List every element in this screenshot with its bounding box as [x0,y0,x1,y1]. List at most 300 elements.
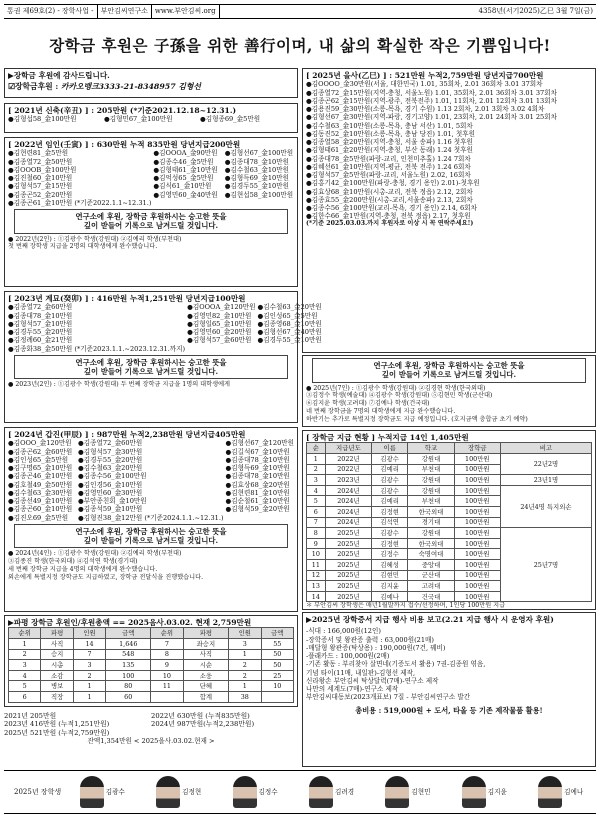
table-cell: 강원대 [408,454,454,465]
table-cell: 건국대 [408,591,454,602]
table-cell: 좌승지 [183,639,228,650]
table-cell: 100만원 [454,475,500,486]
table-header: 이름 [372,443,408,454]
person-photo-icon [80,776,104,808]
donor-entry: ●김수철63_金30만원 [8,488,73,497]
table-cell: 승지 [41,649,73,660]
table-cell: 2025년 [325,581,371,592]
person-photo-icon [462,776,486,808]
table-cell: 김예나 [372,591,408,602]
table-cell: 22년2명 [500,454,591,475]
account-line [8,82,294,92]
table-header: 금액 [106,628,151,639]
section-2021 [4,103,298,133]
table-cell: 2025년 [325,528,371,539]
donor-entry: ●김종수56_金100만원(교리-목욕, 경기 용인) 2.14, 6회차 [306,204,477,212]
donor-entry: ●김종대78_金5만원(파랑-교리, 인천미추홀) 1.24 7회차 [306,154,471,163]
table-cell: 2025년 [325,560,371,571]
donor-entry: ●김인성65_金5만원 [257,311,318,320]
donor-entry: ●김형득69_金10만원 [224,174,289,183]
recipients-2025-a: ● 2025년(7인) : ①김광수 학생(강원대) ②김경현 학생(한국외대) [306,384,486,392]
table-cell: 사직 [183,649,228,660]
donor-entry: ●김수철63_金20만원 [257,303,322,312]
section-2025-title: [ 2025년 을사(乙巳) ] : 521만원 누적2,759만원 당년지급700만원 [306,71,544,80]
table-cell: 5 [307,496,326,507]
recipients-2024-b: ③김종진 학생(한국외대) ④김석연 학생(경기대) [8,558,138,566]
report-item: -플래카드 : 100,000원(2매) [306,652,390,661]
person-photo-icon [309,776,333,808]
table-cell: 2 [73,670,105,681]
table-cell: 13 [307,581,326,592]
donor-entry: ●김OOO_金120만원 [8,439,72,448]
table-cell: 14 [307,591,326,602]
table-cell: 김지윤 [372,581,408,592]
table-cell: 2023년 [325,475,371,486]
donor-entry: ●김식61_金10만원 [153,182,212,191]
report-item: 기념 타이(11매, 내일판)-김형선 제작, [306,668,416,677]
donor-entry: ●김종곤60_金10만원 [8,505,73,514]
section-2023 [4,291,322,423]
table-cell: 시총 [41,660,73,671]
donor-entry: ●김용진59_金30만원(소릉-목욕, 경기 수원) 1.13 2회차, 2.01 3회차 3.02 4회차 [306,105,545,114]
donor-list-2024 [8,439,294,521]
table-cell: 100만원 [454,485,500,496]
scholar-photo [80,776,125,808]
donor-entry: ●김OOOO_金30만원(서울, 대한민국) 1.01, 35회차, 2.01 36회차 3.01 37회차 [306,80,543,89]
table-cell: 80 [106,681,151,692]
table-cell: 김광수 [372,528,408,539]
section-2023-title: [ 2023년 계묘(癸卯) ] : 416만원 누적1,251만원 당년지급100만원 [8,294,246,303]
table-cell: 10 [261,681,293,692]
recipients-2024-d: 외손에게 특별지정 장학금도 지급하였고, 장학금 전달식을 진행했습니다. [8,573,204,581]
table-cell: 6 [307,507,326,518]
summary-cell: 2021년 205만원 [4,712,57,720]
donor-entry: ●김현련81_金10만원 [225,488,290,497]
scholar-name: 김현민 [411,787,431,796]
table-cell: 6 [9,692,41,703]
donor-entry: ●김종수46_金5만원 [153,157,214,166]
table-cell: 소감 [41,670,73,681]
scholar-photo [538,776,583,808]
donor-entry: ●김OOOA_金90만원 [153,149,218,158]
donor-entry: ●김경두55_金10만원 [257,336,322,345]
table-row [9,692,294,703]
table-cell: 김광수 [372,454,408,465]
recipients-2025-c: ⑥김지윤 학생(고려대) ⑦김예나 학생(건국대) [306,400,430,407]
table-cell: 7 [151,639,183,650]
table-cell: 김정현 [372,507,408,518]
donor-entry: ●김종열72_金15만원(지역-충청, 서울노원) 1.01, 35회차, 2.01 36회차 3.01 37회차 [306,88,557,97]
table-cell: 100만원 [454,496,500,507]
table-cell: 3 [307,475,326,486]
report-item: 나만의 세계도(7매)-연구소 제작 [306,685,399,694]
table-cell [151,692,183,703]
table-cell: 김석연 [372,517,408,528]
table-header: 순위 [151,628,183,639]
table-cell: 10 [151,670,183,681]
table-cell: 2 [307,464,326,475]
account-number: 카카오뱅크3333-21-8348957 김형선 [60,82,201,92]
scholar-name: 김광수 [105,787,125,796]
donor-entry: ●김경두55_金20만원 [78,455,143,464]
scholarship-status-title: [ 장학금 지급 현황 ] 누적지급 14인 1,405만원 [306,433,469,442]
donor-entry: ●김종효55_金200만원(시총-교리,서울송파) 2.13, 2회차 [306,195,473,204]
trend-title: ▶파평 장학금 후원인/후원총액 == 2025음사.03.02. 현재 2,759만원 [8,618,252,627]
table-cell: 2025년 [325,549,371,560]
table-cell: 직장 [41,692,73,703]
table-cell: 시순 [183,660,228,671]
table-header: 비고 [500,443,591,454]
donor-entry: ●김형선67_金40만원 [257,328,322,337]
donor-entry: ●김형선67_金100만원 [224,149,294,158]
donor-entry: ●김종열72_金50만원 [8,157,73,166]
scholar-photo [309,776,354,808]
report-item: -매달형 왕관증(탁상용) : 190,000원(7건, 꿰비) [306,643,446,652]
donor-entry: ●김종열72_金60만원 [78,439,143,448]
table-row [9,639,294,650]
donor-entry: ●김형섭58_金100만원 [8,115,77,124]
table-cell: 강원대 [408,528,454,539]
table-cell: 5 [9,681,41,692]
donor-entry: ●김종곤52_金20만원 [8,190,73,199]
table-row [307,528,592,539]
table-cell: 김혜성 [372,560,408,571]
section-2022 [4,137,298,287]
scholar-name: 김정수 [258,787,278,796]
scholarship-footnote: ＊ 부안김씨 장학생은 매년1월말까지 접수/선정하며, 1인당 100만원 지급 [306,602,506,610]
table-cell: 11 [307,560,326,571]
donor-entry: ●김효상68_金10만원(시총-교리, 전북 정읍) 2.12, 2회차 [306,187,473,196]
table-cell: 23년1명 [500,475,591,486]
table-cell: 병보 [41,681,73,692]
donor-entry: ●김길석67_金10만원 [225,447,290,456]
table-cell: 2 [229,660,261,671]
table-cell: 합계 [183,692,228,703]
table-cell: 2022년 [325,454,371,465]
donor-entry: ●김종곤46_金10만원 [8,472,73,481]
donor-entry: ●김OOOB_金100만원 [8,165,77,174]
donor-list-2022 [8,149,294,207]
table-cell: 100만원 [454,538,500,549]
donor-entry: ●김형민67_金100만원 [104,115,173,124]
table-cell: 2024년 [325,517,371,528]
donor-entry: ●김형석57_金60만원 [187,336,252,345]
donor-entry: ●김영민60_金30만원 [78,488,143,497]
donor-entry: ●김수철63_金10만원 [224,165,289,174]
yearly-summary [4,712,298,746]
scholar-photo [156,776,201,808]
table-cell: 50 [261,649,293,660]
donor-entry: ●김종화38_金50만원 (*기준2023.1.1.~2023.12.31.까지) [8,344,186,353]
scholar-name: 김지윤 [487,787,507,796]
donor-entry: ●김효상68_金20만원 [225,480,290,489]
table-cell: 소웅 [183,670,228,681]
scholarship-status-box [302,430,596,610]
table-cell: 25 [261,670,293,681]
issue-date: 4358년(서기2025)乙巳 3월 7일(금) [478,7,593,15]
table-cell: 8 [151,649,183,660]
balance-line: 잔액1,354만원 < 2025을사.03.02.현재 > [87,737,215,746]
thanks-box [4,68,298,98]
donor-list-2023 [8,303,322,353]
donor-entry: ●김영민60_金20만원 [187,328,252,337]
table-cell: 100만원 [454,464,500,475]
table-cell: 4 [307,485,326,496]
table-cell: 24년4명 특지외손 [500,485,591,527]
site-link[interactable]: www.부안김씨.org [152,5,220,18]
donor-entry: ●김홍기42_金100만원(파랑-충청, 경기 용인) 2.01)-첫후원 [306,179,480,188]
table-cell: 사직 [41,639,73,650]
table-cell: 김광수 [372,485,408,496]
table-cell: 고려대 [408,581,454,592]
table-cell: 7 [73,649,105,660]
table-cell: 강원대 [408,485,454,496]
table-cell: 100만원 [454,528,500,539]
summary-cell: 2024년 987만원(누적2,238만원) [151,720,255,729]
table-header: 인원 [229,628,261,639]
section-2025-footnote: (*기준 2025.03.03.까지 후원자로 이상 시 꼭 연락주세요!) [306,220,474,228]
table-cell: 1 [229,681,261,692]
table-cell: 2025년 [325,538,371,549]
table-cell: 부천대 [408,496,454,507]
table-row [9,660,294,671]
donor-entry: ●김영민82_金10만원 [187,311,252,320]
table-row [307,475,592,486]
donor-entry: ●김종열72_金60만원 [8,303,73,312]
donor-entry: ●부안종친회_金10만원 [78,497,147,506]
event-report-title: ▶2025년 장학증서 지급 행사 비용 보고(2.21 지급 행사 시 운영자 후원) [306,615,554,624]
event-report-items [306,627,592,701]
table-cell: 2 [9,649,41,660]
trend-table-box [4,615,298,707]
table-cell: 25년7명 [500,528,591,602]
report-item: -장학증서 및 왕관증 출력 : 63,000원(21매) [306,635,434,644]
scholar-photo-strip [4,770,596,814]
table-header: 인원 [73,628,105,639]
table-cell: 3 [9,660,41,671]
table-cell: 2024년 [325,485,371,496]
trend-table [8,627,294,702]
table-cell: 3 [73,660,105,671]
donor-entry: ●김진오69_金5만원 [8,513,69,522]
table-cell: 김예리 [372,496,408,507]
table-cell: 1 [73,692,105,703]
person-photo-icon [233,776,257,808]
table-cell: 12 [307,570,326,581]
donor-list-2025 [306,80,592,220]
table-cell: 2024년 [325,507,371,518]
donor-entry: ●김형득69_金10만원 [225,464,290,473]
recipients-2022-note: 첫 번째 장학생 지급을 2명의 대학생에게 완수했습니다. [8,243,158,251]
table-cell: 김예리 [372,464,408,475]
table-header: 순 [307,443,326,454]
table-cell: 1 [307,454,326,465]
donor-entry: ●김종수56_金100만원 [78,472,147,481]
table-cell: 김광수 [372,475,408,486]
table-cell: 부천대 [408,464,454,475]
section-2024-title: [ 2024년 갑진(甲辰) ] : 987만원 누적2,238만원 당년지급405만원 [8,430,246,439]
table-row [9,649,294,660]
table-cell: 1 [9,639,41,650]
donor-entry: ●김구명65_金10만원 [8,464,73,473]
event-report-total: 총비용 : 519,000원 + 도서, 타올 등 기존 제작물품 활용! [355,705,543,715]
table-cell: 9 [307,538,326,549]
section-2024 [4,427,298,612]
table-cell: 군산대 [408,570,454,581]
table-row [9,670,294,681]
donor-entry: ●김형석59_金20만원 [225,505,290,514]
table-cell: 경기대 [408,517,454,528]
tribute-note: 연구소에 후원, 장학금 후원하시는 숭고한 뜻을 깊이 받들어 기록으로 남겨드릴 것입니다. [14,524,288,549]
table-cell: 14 [73,639,105,650]
donor-entry: ●김정례60_金21만원 [8,336,73,345]
donor-entry: ●김형석57_金10만원 [8,319,73,328]
donor-entry: ●김종석59_金10만원 [78,505,143,514]
donor-entry: ●김OOOA_金120만원 [187,303,256,312]
table-cell: 135 [106,660,151,671]
person-photo-icon [156,776,180,808]
scholar-name: 김예나 [564,787,584,796]
table-header: 금액 [261,628,293,639]
table-cell: 1 [229,649,261,660]
section-2025 [302,68,596,353]
donor-entry: ●김형태61_金20만원(지역-충청, 부산 동래) 1.24 첫후원 [306,146,473,155]
table-header: 학교 [408,443,454,454]
donor-entry: ●김인성65_金5만원 [8,455,69,464]
table-header: 파평 [183,628,228,639]
section-2022-title: [ 2022년 임인(壬寅) ] : 630만원 누적 835만원 당년지급200만원 [8,140,241,149]
table-cell: 100만원 [454,454,500,465]
donor-entry: ●김현련81_金5만원 [8,149,69,158]
donor-entry: ●김종영68_金10만원 [257,319,322,328]
table-cell: 60 [106,692,151,703]
tribute-note: 연구소에 후원, 장학금 후원하시는 숭고한 뜻을 깊이 받들어 기록으로 남겨드릴 것입니다. [14,355,288,380]
scholar-photo [462,776,507,808]
donor-entry: ●김형석57_金5만원(파랑-교리, 서울노원) 2.02, 16회차 [306,171,471,180]
section-2021-title: [ 2021년 신축(辛丑) ] : 205만원 (*기준2021.12.18~12.31.) [8,106,237,115]
table-cell: 1,646 [106,639,151,650]
thanks-title: ▶장학금 후원에 감사드립니다. [8,71,110,80]
table-cell [261,692,293,703]
table-cell: 100만원 [454,549,500,560]
table-cell: 2022년 [325,464,371,475]
table-cell: 김현민 [372,570,408,581]
table-header: 파평 [41,628,73,639]
issue-number: 통권 제69호(2) - 장학사업 - [4,5,98,18]
table-header: 순위 [9,628,41,639]
recipients-2023: ● 2023년(2인) : ①김광수 학생(강원대) 두 번째 장학금 지급을 1명의 대학생에게 [8,381,231,389]
recipients-2024-a: ● 2024년(4인) : ①김광수 학생(강원대) ②김예리 학생(부천대) [8,550,182,558]
donor-entry: ●김현섭58_金100만원 [224,190,294,199]
table-cell: 한국외대 [408,538,454,549]
table-cell: 55 [261,639,293,650]
donor-entry: ●김순철61_金10만원 [225,497,290,506]
scholar-photos [61,776,596,808]
donor-entry: ●김인경56_金10만원 [78,480,143,489]
table-cell: 548 [106,649,151,660]
donor-entry: ●김형석57_金30만원 [78,447,143,456]
recipients-2025-d: 네 번째 장학금을 7명의 대학생에게 지급 완수했습니다. [306,407,456,415]
donor-entry: ●김종대78_金10만원 [225,455,290,464]
tribute-note: 연구소에 후원, 장학금 후원하시는 숭고한 뜻을 깊이 받들어 기록으로 남겨드릴 것입니다. [312,358,586,383]
table-cell: 2025년 [325,570,371,581]
table-cell: 김정수 [372,549,408,560]
donor-entry: ●김경두55_金10만원 [224,182,289,191]
table-cell: 4 [9,670,41,681]
report-item: -기존 활동 : 부리찾아 살면네(기증도서 활용) 7권-김종원 엮음, [306,660,486,669]
table-row [307,454,592,465]
donor-entry: ●김종선49_金10만원 [8,497,73,506]
scholar-photo [385,776,430,808]
donor-entry: ●김종대78_金10만원 [8,311,73,320]
table-cell: 1 [73,681,105,692]
recipients-2024-c: 세 번째 장학금 지급을 4명의 대학생에게 완수했습니다. [8,565,158,573]
person-photo-icon [538,776,562,808]
recipients-2022: ● 2022년(2인) : ①김광수 학생(강원대) ②김예리 학생(부천대) [8,235,182,243]
table-cell: 8 [307,528,326,539]
donor-entry: ●김수철63_金10만원(소릉-목욕, 충남 서산) 1.01, 5회차 [306,121,473,130]
donor-entry: ●김호철49_金50만원 [8,480,73,489]
scholar-photo [233,776,278,808]
table-cell: 3 [229,639,261,650]
donor-entry: ●김한수66_金1만원(지역-충청, 전북 정읍) 2.17, 첫후원 [306,212,471,221]
table-cell: 9 [151,660,183,671]
table-cell: 100만원 [454,570,500,581]
masthead [4,4,596,19]
table-cell: 2025년 [325,591,371,602]
table-cell: 100만원 [454,591,500,602]
table-cell: 100 [106,670,151,681]
donor-entry: ●김종곤61_金10만원 (*기준2022.1.1~12.31.) [8,198,152,207]
donor-entry: ●김동진52_金10만원(소릉-목욕, 충남 당진) 1.01, 첫후원 [306,129,475,138]
donor-entry: ●김영민60_金40만원 [153,190,218,199]
table-cell: 100만원 [454,507,500,518]
donor-entry: ●김형선67_金120만원 [225,439,294,448]
recipients-2025-b: ③김정수 학생(예술대) ④김광수 학생(강원대) ⑤김현민 학생(군산대) [306,392,493,400]
report-item: 신라왕손 부안김씨 탁상달력(7매)-연구소 제작 [306,676,439,685]
table-cell: 강원대 [408,475,454,486]
page-headline: 장학금 후원은 子孫을 위한 善行이며, 내 삶의 확실한 작은 기쁨입니다! [49,36,551,55]
person-photo-icon [385,776,409,808]
summary-rows [4,712,298,737]
org-name: 부안김씨연구소 [98,5,152,18]
scholar-name: 김려경 [334,787,355,796]
table-cell: 단혜 [183,681,228,692]
donor-entry: ●김형선67_金30만원(지역-파랑, 경기고양) 1.01, 23회차, 2.01 24회차 3.01 25회차 [306,113,557,122]
scholarship-table [306,442,592,602]
recipients-2025-e: 하반기는 추가로 특별지정 장학금도 지급 예정입니다. (호지금액 충합금 초기 예약) [306,415,528,423]
report-item: 부안김씨대동보(2023개표보) 7질 - 부안김씨연구소 발간 [306,693,471,702]
donor-entry: ●김수철63_金20만원 [78,464,143,473]
summary-cell: 2022년 630만원 (누적835만원) [151,712,250,720]
table-cell: 50 [261,660,293,671]
table-cell: 김정현 [372,538,408,549]
table-row [9,681,294,692]
table-row [307,485,592,496]
table-cell: 7 [307,517,326,528]
donor-entry: ●김형종69_金5만원 [200,115,261,124]
scholar-name: 김정현 [182,787,202,796]
table-cell: 숙명여대 [408,549,454,560]
report-item: -식대 : 166,000원(12인) [306,627,381,636]
tribute-note: 연구소에 후원, 장학금 후원하시는 숭고한 뜻을 깊이 받들어 기록으로 남겨드릴 것입니다. [14,209,288,234]
donor-entry: ●김종열58_金20만원(지역-충청, 서울 송파) 1.16 첫후원 [306,138,473,147]
event-report [302,612,596,767]
table-cell: 38 [229,692,261,703]
table-cell: 한국외대 [408,507,454,518]
table-cell: 100만원 [454,581,500,592]
summary-row [4,720,298,728]
